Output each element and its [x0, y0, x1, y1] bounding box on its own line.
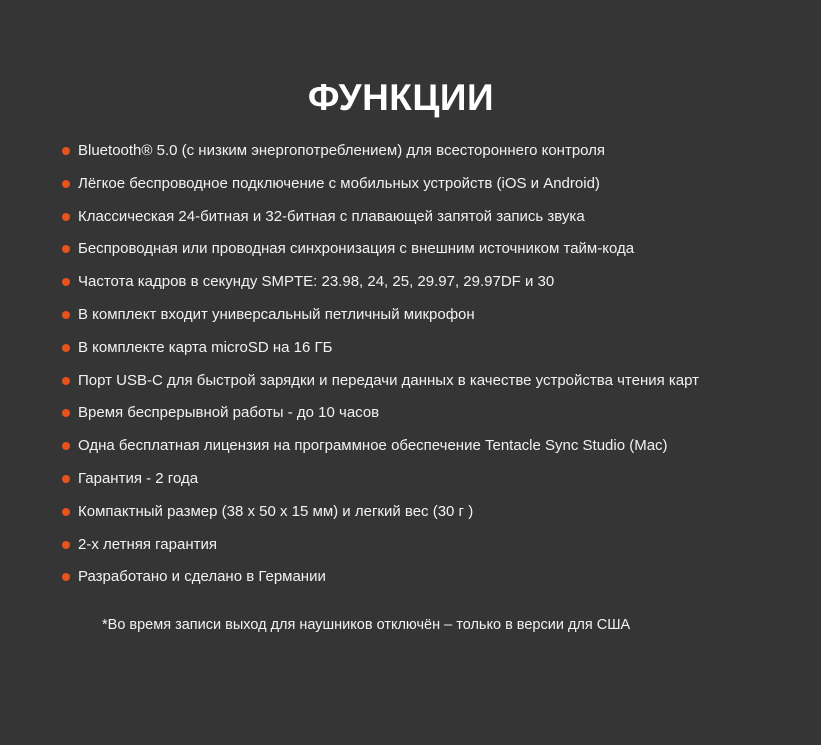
feature-text: Гарантия - 2 года: [78, 469, 199, 487]
feature-text: 2-х летняя гарантия: [78, 535, 217, 553]
feature-item: [60, 236, 699, 269]
features-list: [60, 138, 699, 597]
feature-text: Порт USB-C для быстрой зарядки и передачи данных в качестве устройства чтения карт: [78, 371, 700, 389]
feature-item: [60, 433, 699, 466]
bullet-dot-icon: [62, 475, 70, 483]
feature-text: Беспроводная или проводная синхронизация с внешним источником тайм-кода: [78, 240, 635, 258]
feature-text: Одна бесплатная лицензия на программное обеспечение Tentacle Sync Studio (Mac): [78, 437, 668, 455]
feature-item: [60, 368, 699, 401]
feature-item: [60, 269, 699, 302]
feature-text: Компактный размер (38 x 50 x 15 мм) и легкий вес (30 г ): [78, 502, 474, 520]
feature-text: Классическая 24-битная и 32-битная с плавающей запятой запись звука: [78, 207, 585, 225]
feature-text: Bluetooth® 5.0 (с низким энергопотреблением) для всестороннего контроля: [78, 142, 606, 159]
feature-text: Лёгкое беспроводное подключение с мобильных устройств (iOS и Android): [78, 174, 600, 192]
feature-item: [60, 171, 699, 204]
feature-text: Время беспрерывной работы - до 10 часов: [78, 404, 380, 422]
feature-item: [60, 564, 699, 597]
feature-item: [60, 302, 699, 335]
footnote: *Во время записи выход для наушников отключён – только в версии для США: [102, 617, 631, 633]
bullet-dot-icon: [62, 344, 70, 352]
feature-text: В комплекте карта microSD на 16 ГБ: [78, 338, 333, 356]
bullet-dot-icon: [62, 213, 70, 221]
bullet-dot-icon: [62, 278, 70, 286]
bullet-dot-icon: [62, 442, 70, 450]
bullet-dot-icon: [62, 180, 70, 188]
bullet-dot-icon: [62, 245, 70, 253]
bullet-dot-icon: [62, 541, 70, 549]
feature-item: [60, 466, 699, 499]
feature-text: Разработано и сделано в Германии: [78, 568, 326, 586]
bullet-dot-icon: [62, 409, 70, 417]
feature-item: [60, 138, 699, 171]
feature-text: Частота кадров в секунду SMPTE: 23.98, 24, 25, 29.97, 29.97DF и 30: [78, 273, 555, 291]
feature-item: [60, 335, 699, 368]
feature-item: [60, 204, 699, 237]
feature-item: [60, 499, 699, 532]
bullet-dot-icon: [62, 377, 70, 385]
feature-item: [60, 400, 699, 433]
bullet-dot-icon: [62, 573, 70, 581]
page-title: ФУНКЦИИ: [307, 77, 495, 118]
feature-text: В комплект входит универсальный петличный микрофон: [78, 305, 475, 323]
bullet-dot-icon: [62, 311, 70, 319]
feature-item: [60, 532, 699, 565]
bullet-dot-icon: [62, 147, 70, 155]
bullet-dot-icon: [62, 508, 70, 516]
